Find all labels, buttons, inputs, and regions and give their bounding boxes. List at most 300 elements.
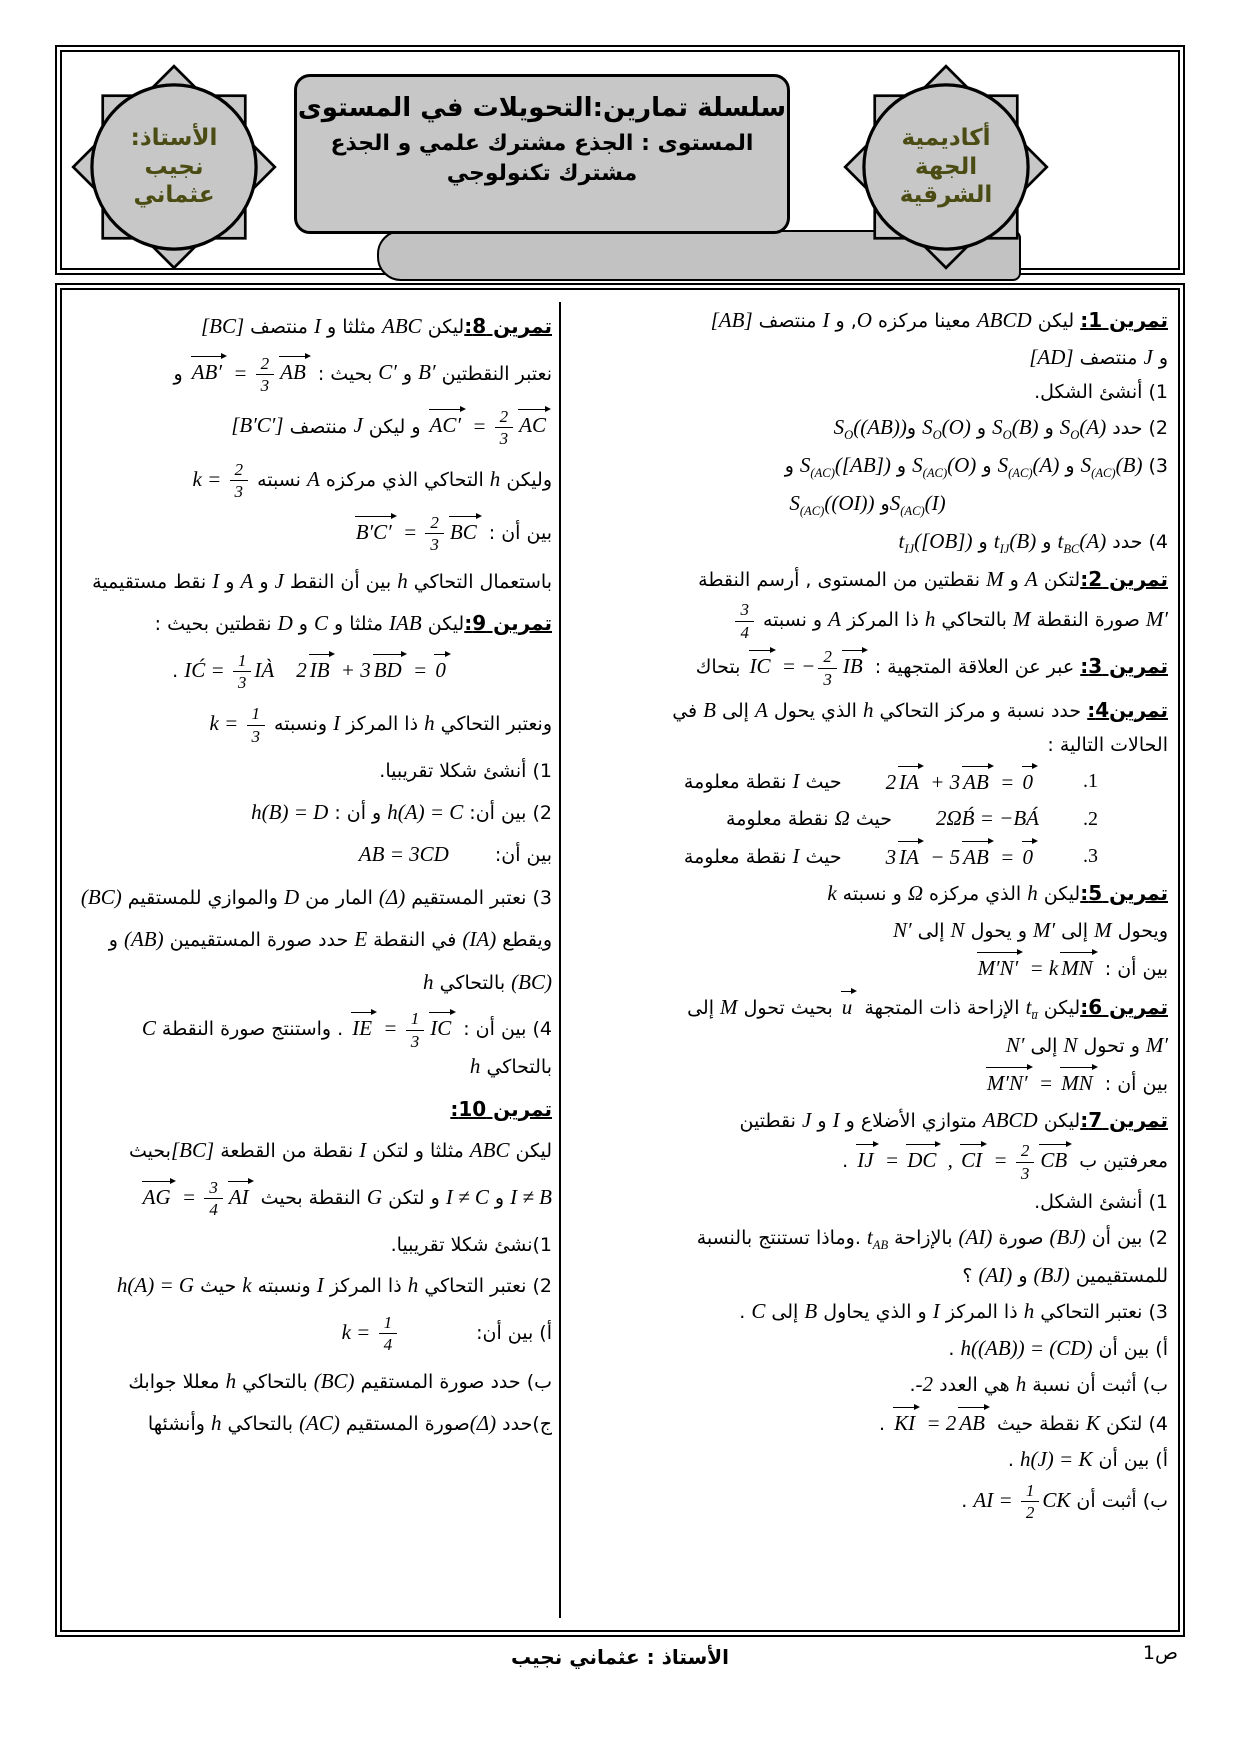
arabic-text: ونسبته <box>268 712 334 735</box>
math-fragment: h <box>210 1411 222 1436</box>
fraction-numerator: 3 <box>735 600 754 622</box>
exercise-line <box>72 1366 552 1398</box>
arabic-text: ليكن <box>509 1140 552 1163</box>
fraction-numerator: 1 <box>247 704 266 726</box>
spacer <box>400 1337 470 1339</box>
arabic-text: نسبته <box>251 468 308 491</box>
math-run <box>284 882 299 914</box>
math-run <box>1057 526 1106 559</box>
exercise-line <box>567 342 1168 374</box>
exercise-line <box>72 797 552 829</box>
arabic-text: إلى <box>911 919 951 942</box>
math-run <box>81 882 122 914</box>
math-fragment: h <box>469 1054 481 1079</box>
math-fragment: I <box>314 314 321 338</box>
subscript-fragment: $S_{(AC)}$ <box>789 490 825 518</box>
exercise-line <box>567 526 1168 559</box>
exercise-line <box>567 1105 1168 1137</box>
exercise-block <box>72 608 552 1082</box>
exercise-line <box>567 412 1168 445</box>
exercise-block <box>567 990 1168 1100</box>
math-run <box>891 1406 991 1440</box>
vector-fragment: KI <box>891 1406 921 1440</box>
arabic-text: ليكن <box>1037 883 1081 905</box>
math-run <box>804 1296 817 1328</box>
fraction-denominator: 3 <box>823 669 832 689</box>
subscript-text: AB <box>872 1237 889 1252</box>
arabic-text: معرفتين ب <box>1073 1149 1168 1172</box>
math-fragment: 2ΩB́ = −BÁ <box>935 806 1039 830</box>
math-fragment: D <box>283 884 300 909</box>
arabic-text: ب) أثبت أن <box>1070 1489 1168 1512</box>
arabic-text: . <box>842 1149 855 1172</box>
math-run <box>916 1369 934 1401</box>
exercise-line <box>567 878 1168 910</box>
math-run <box>353 513 483 555</box>
exercise-line <box>567 1481 1168 1523</box>
subscript-fragment: $t_{BC}$ <box>1057 528 1080 556</box>
fraction <box>495 407 514 449</box>
fraction-numerator: 1 <box>379 1313 398 1335</box>
math-run <box>1146 604 1168 636</box>
math-run <box>342 1313 401 1355</box>
arabic-text: حيث <box>799 845 842 868</box>
math-fragment: = <box>994 769 1020 794</box>
math-fragment: ((AB)) <box>853 414 907 439</box>
arabic-text: معينا مركزه <box>871 310 977 332</box>
vector-fragment: IC <box>747 649 777 683</box>
fraction-numerator: 1 <box>233 651 252 673</box>
arabic-text: حدد نسبة و مركز التحاكي <box>873 699 1088 722</box>
math-run <box>242 1270 251 1302</box>
math-fragment: A <box>1024 566 1038 591</box>
math-fragment: 2 <box>885 769 897 794</box>
math-fragment: ([OB]) <box>914 528 973 553</box>
subscript-fragment: $S_O$ <box>922 414 942 442</box>
math-run <box>1063 1030 1077 1062</box>
arabic-text: إلى <box>1024 1034 1064 1057</box>
academy-badge-line: الشرقية <box>899 182 993 209</box>
math-run <box>890 488 946 521</box>
exercise-line <box>567 647 1168 689</box>
math-fragment: IAB <box>389 611 422 636</box>
arabic-text: . <box>909 1374 916 1397</box>
arabic-text: 4) لتكن <box>1099 1412 1168 1435</box>
fraction-numerator: 2 <box>425 513 444 535</box>
arabic-text: بين أن : <box>1098 958 1168 980</box>
math-fragment: (I) <box>924 490 946 515</box>
arabic-text: و <box>1152 346 1168 369</box>
math-fragment: = <box>176 1184 202 1209</box>
arabic-text: و <box>1036 530 1058 553</box>
arabic-text: إلى <box>1055 919 1095 942</box>
math-run <box>307 464 320 496</box>
arabic-text: 2) نعتبر التحاكي <box>418 1275 552 1298</box>
math-fragment: k = <box>341 1319 376 1344</box>
math-run <box>867 1222 888 1255</box>
vector-fragment: AB′ <box>189 355 228 389</box>
subscript-fragment: $S_{(AC)}$ <box>799 452 835 480</box>
math-run <box>834 412 907 445</box>
arabic-text: بحيث <box>129 1140 171 1163</box>
vector-fragment: AC <box>516 408 552 442</box>
arabic-text: ليكن <box>421 316 465 338</box>
arabic-text: . <box>948 1337 961 1360</box>
subscript-text: IJ <box>904 541 915 556</box>
math-run <box>353 410 362 442</box>
math-run <box>1006 1030 1025 1062</box>
teacher-badge-text <box>66 59 282 275</box>
math-run <box>387 797 463 829</box>
academy-badge-text <box>838 59 1054 275</box>
arabic-text: نقطة معلومة <box>726 808 835 830</box>
math-run <box>893 915 912 947</box>
fraction <box>204 1178 223 1220</box>
arabic-text: و <box>784 454 800 477</box>
arabic-text: وأنشئها <box>147 1413 211 1436</box>
arabic-text: ذا المركز <box>340 712 425 735</box>
math-fragment: IÀ <box>254 657 275 682</box>
math-run <box>231 410 283 442</box>
fraction-denominator: 3 <box>499 429 509 449</box>
arabic-text: منتصف <box>1073 346 1144 369</box>
arabic-text: أ) بين أن <box>1092 1449 1168 1472</box>
math-fragment: J <box>801 1107 812 1132</box>
arabic-text: . <box>961 1489 974 1512</box>
arabic-text: 3) نعتبر المستقيم <box>405 886 552 909</box>
arabic-text: و <box>1059 454 1081 477</box>
exercise-line <box>72 757 552 786</box>
vector-fragment: M′N′ <box>984 1066 1034 1100</box>
arabic-text: نعتبر النقطتين <box>435 362 552 385</box>
math-run <box>240 566 253 598</box>
math-run <box>959 1222 993 1254</box>
exercise-heading: تمرين4: <box>1087 697 1168 722</box>
math-run <box>211 1408 222 1440</box>
math-run <box>511 967 552 999</box>
arabic-text: المار من <box>299 886 379 909</box>
math-run <box>1026 992 1038 1025</box>
arabic-text: 1)نشئ شكلا تقريبيا. <box>390 1233 552 1256</box>
arabic-text: إلى <box>765 1301 805 1324</box>
vector-fragment: IB <box>840 649 869 683</box>
title-banner <box>294 74 790 234</box>
arabic-text: حيث <box>799 770 842 793</box>
math-fragment: C <box>141 1015 156 1040</box>
subscript-fragment: $S_O$ <box>992 414 1012 442</box>
math-fragment: = − <box>776 654 816 679</box>
arabic-text: باستعمال التحاكي <box>407 570 552 593</box>
arabic-text: بالتحاكي <box>221 1413 300 1436</box>
teacher-badge-line: الأستاذ: <box>130 124 218 151</box>
math-fragment: I <box>822 308 830 332</box>
arabic-text: مثلثا و <box>328 613 390 636</box>
teacher-badge-line: عثماني <box>133 182 215 209</box>
exercise-line <box>567 1406 1168 1440</box>
math-fragment: (A) <box>1079 414 1107 439</box>
arabic-text: بالتحاكي <box>236 1370 314 1393</box>
math-fragment: G <box>366 1184 383 1209</box>
vector-fragment: BD <box>371 653 408 687</box>
exercise-line <box>567 990 1168 1025</box>
arabic-text: .وماذا تستنتج بالنسبة <box>696 1226 867 1249</box>
arabic-text: بين أن النقط <box>283 570 398 593</box>
vector-fragment: MN <box>1058 951 1099 985</box>
arabic-text: حيث <box>194 1275 243 1298</box>
math-run <box>975 951 1099 985</box>
arabic-text: و <box>906 416 923 439</box>
vector-fragment: AI <box>226 1180 255 1214</box>
math-run <box>703 695 716 727</box>
arabic-text: 1) أنشئ الشكل. <box>1034 1191 1168 1214</box>
math-fragment: h <box>1027 881 1038 905</box>
math-run <box>998 450 1060 483</box>
arabic-text: صورة المستقيم <box>339 1413 470 1436</box>
fraction-denominator: 4 <box>209 1200 218 1220</box>
math-fragment: h(A) = G <box>116 1273 195 1298</box>
math-run <box>275 566 284 598</box>
math-run <box>994 526 1036 559</box>
arabic-text: حدد صورة المستقيمين <box>163 929 355 952</box>
math-fragment: = <box>1033 1071 1059 1096</box>
exercise-line <box>567 731 1168 760</box>
math-fragment: N′ <box>892 917 912 942</box>
exercise-line <box>72 354 552 396</box>
fraction-denominator: 4 <box>740 622 749 642</box>
math-run <box>418 357 435 389</box>
arabic-text: 1) أنشئ شكلا تقريبيا. <box>379 760 552 783</box>
arabic-text: نقطتين <box>739 1109 802 1132</box>
vector-fragment: IJ <box>854 1143 879 1177</box>
math-fragment: 3 <box>885 844 897 869</box>
math-fragment: [AB] <box>710 308 753 332</box>
math-fragment: + 3 <box>925 769 961 794</box>
arabic-text: نقطة معلومة <box>683 845 793 868</box>
vector-fragment: IB <box>307 653 336 687</box>
arabic-text: نقطة معلومة <box>683 770 793 793</box>
fraction-numerator: 1 <box>1021 1481 1040 1503</box>
subscript-text: (AC) <box>810 465 835 480</box>
exercise-heading: تمرين 7: <box>1080 1107 1168 1132</box>
fraction-denominator: 4 <box>383 1335 393 1355</box>
exercise-line <box>72 704 552 746</box>
arabic-text: 1) أنشئ الشكل. <box>1034 381 1168 403</box>
math-fragment: h <box>397 568 408 593</box>
arabic-text: أ) بين أن <box>1092 1337 1168 1360</box>
math-fragment: D <box>277 611 293 636</box>
arabic-text: ذا المركز <box>939 1301 1024 1324</box>
math-fragment: = <box>407 657 433 682</box>
math-fragment: AI = <box>973 1487 1018 1512</box>
math-run <box>986 564 1004 596</box>
arabic-text: 2) حدد <box>1106 416 1168 439</box>
vector-fragment: B′C′ <box>353 515 398 549</box>
arabic-text: و <box>1012 1264 1034 1287</box>
subscript-text: O <box>1070 427 1080 442</box>
math-run <box>1146 1030 1168 1062</box>
math-fragment: ((OI)) <box>824 490 875 515</box>
vector-fragment: CI <box>958 1143 988 1177</box>
math-fragment: = <box>994 844 1020 869</box>
math-fragment: h <box>489 466 501 491</box>
arabic-text: نقطة حيث <box>990 1412 1086 1435</box>
item-formula <box>886 840 1039 874</box>
exercise-heading: تمرين 1: <box>1080 308 1168 332</box>
math-fragment: ABC <box>469 1138 510 1163</box>
exercise-line <box>567 1066 1168 1100</box>
vector-fragment: MN <box>1058 1066 1099 1100</box>
academy-badge <box>838 59 1054 275</box>
exercise-line <box>567 1141 1168 1183</box>
exercise-block <box>72 311 552 597</box>
math-fragment: (A) <box>1032 452 1060 477</box>
math-run <box>1024 1296 1035 1328</box>
math-run <box>296 653 452 687</box>
math-run <box>359 839 449 871</box>
exercise-line <box>567 840 1168 874</box>
fraction-denominator: 3 <box>1020 1163 1030 1183</box>
subscript-text: O <box>844 427 854 442</box>
arabic-text: متوازي الأضلاع و <box>839 1109 983 1132</box>
math-fragment: (BJ) <box>1033 1262 1070 1287</box>
arabic-text: 3) <box>1142 454 1168 477</box>
fraction <box>1021 1481 1040 1523</box>
vector-fragment: BC <box>447 515 483 549</box>
vector-fragment: u <box>839 990 859 1024</box>
math-run <box>379 882 405 914</box>
arabic-text: بحيث : <box>311 362 379 385</box>
arabic-text: بالتحاكي <box>480 1056 552 1079</box>
math-run <box>833 1105 840 1137</box>
math-run <box>462 924 496 956</box>
exercise-line <box>567 1030 1168 1062</box>
subscript-text: u̅ <box>1031 1007 1038 1022</box>
math-run <box>408 1270 419 1302</box>
math-fragment: I <box>359 1138 367 1163</box>
math-fragment: I <box>832 1107 840 1132</box>
math-fragment: h <box>423 969 434 994</box>
exercise-line <box>567 1369 1168 1401</box>
math-run <box>184 651 274 693</box>
arabic-text: هي العدد <box>933 1374 1016 1397</box>
arabic-text: و نسبته <box>836 883 908 905</box>
arabic-text: ونعتبر التحاكي <box>434 712 552 735</box>
math-fragment: = <box>378 1015 403 1040</box>
math-run <box>470 1135 510 1167</box>
item-formula <box>936 803 1039 835</box>
arabic-text: 3) نعتبر التحاكي <box>1034 1301 1168 1324</box>
exercise-line <box>567 1333 1168 1365</box>
arabic-text: 4) بين أن : <box>457 1017 552 1040</box>
arabic-text: منتصف <box>752 310 823 332</box>
math-fragment: (B) <box>1009 528 1037 553</box>
arabic-text: للمستقيمين <box>1069 1264 1168 1287</box>
math-fragment: h <box>863 697 874 722</box>
arabic-text: و تحول <box>1077 1034 1146 1057</box>
math-fragment: I <box>792 843 800 868</box>
exercise-line <box>72 651 552 693</box>
exercise-line <box>72 1135 552 1167</box>
vector-fragment: IC <box>427 1011 457 1045</box>
math-fragment: I <box>212 568 220 593</box>
math-run <box>854 1141 1073 1183</box>
arabic-text: و ليكن <box>362 415 427 438</box>
arabic-text: الإزاحة ذات المتجهة <box>858 996 1026 1019</box>
math-fragment: (AI) <box>958 1224 993 1249</box>
exercise-heading: تمرين 6: <box>1080 994 1168 1019</box>
math-fragment: = 2 <box>921 1410 957 1435</box>
vector-fragment: AG <box>140 1180 177 1214</box>
teacher-badge <box>66 59 282 275</box>
math-fragment: I ≠ C <box>445 1184 489 1209</box>
math-fragment: M <box>1013 607 1031 632</box>
vector-fragment: AB <box>277 355 312 389</box>
math-run <box>397 566 408 598</box>
math-fragment: N <box>1063 1032 1078 1057</box>
exercise-line <box>567 1444 1168 1476</box>
math-fragment: = k <box>1024 956 1059 980</box>
math-fragment: CK <box>1042 1487 1071 1512</box>
subscript-fragment: $t_{IJ}$ <box>898 528 915 556</box>
math-fragment: (IA) <box>462 927 497 952</box>
math-run <box>201 311 244 343</box>
math-fragment: (Δ) <box>469 1411 497 1436</box>
math-fragment: (O) <box>947 452 977 477</box>
math-fragment: (O) <box>941 414 971 439</box>
math-fragment: = <box>397 519 423 544</box>
math-fragment: K <box>1085 1410 1100 1435</box>
math-run <box>314 608 328 640</box>
math-run <box>922 412 971 445</box>
exercise-line <box>567 450 1168 483</box>
exercise-line <box>567 378 1168 407</box>
math-run <box>977 305 1032 337</box>
arabic-text: . <box>879 1412 892 1435</box>
exercise-line <box>567 488 1168 521</box>
math-run <box>1143 342 1152 374</box>
math-fragment: C <box>751 1299 766 1324</box>
math-run <box>367 1182 382 1214</box>
exercise-heading: تمرين 5: <box>1080 881 1168 905</box>
subscript-fragment: $t_{u̅}$ <box>1025 994 1038 1022</box>
math-run <box>933 1296 940 1328</box>
exercise-line <box>72 1231 552 1260</box>
fraction <box>425 513 444 555</box>
math-run <box>1027 878 1038 910</box>
math-run <box>828 604 841 636</box>
vector-fragment: CB <box>1037 1143 1073 1177</box>
math-fragment: h(J) = K <box>1019 1447 1093 1472</box>
vector-fragment: 0 <box>432 653 452 687</box>
math-run <box>510 1182 552 1214</box>
math-fragment: (BC) <box>80 884 122 909</box>
fraction-numerator: 2 <box>230 460 249 482</box>
math-fragment: , <box>942 1147 959 1172</box>
math-run <box>751 1296 765 1328</box>
arabic-text: مثلثا و <box>321 316 383 338</box>
arabic-text: ويحول <box>1111 919 1168 942</box>
arabic-text: . <box>172 659 185 682</box>
arabic-text: الذي مركزه <box>923 883 1028 905</box>
worksheet-level: المستوى : الجذع مشترك علمي و الجذع مشترك تكنولوجي <box>330 131 754 186</box>
math-run <box>961 1333 1093 1365</box>
arabic-text: النقطة بحيث <box>254 1186 367 1209</box>
arabic-text: إلى <box>715 699 755 722</box>
math-fragment: k <box>242 1273 252 1298</box>
fraction-numerator: 1 <box>406 1009 425 1031</box>
arabic-text: و لتكن <box>382 1186 446 1209</box>
arabic-text: نقطة من القطعة <box>214 1140 360 1163</box>
